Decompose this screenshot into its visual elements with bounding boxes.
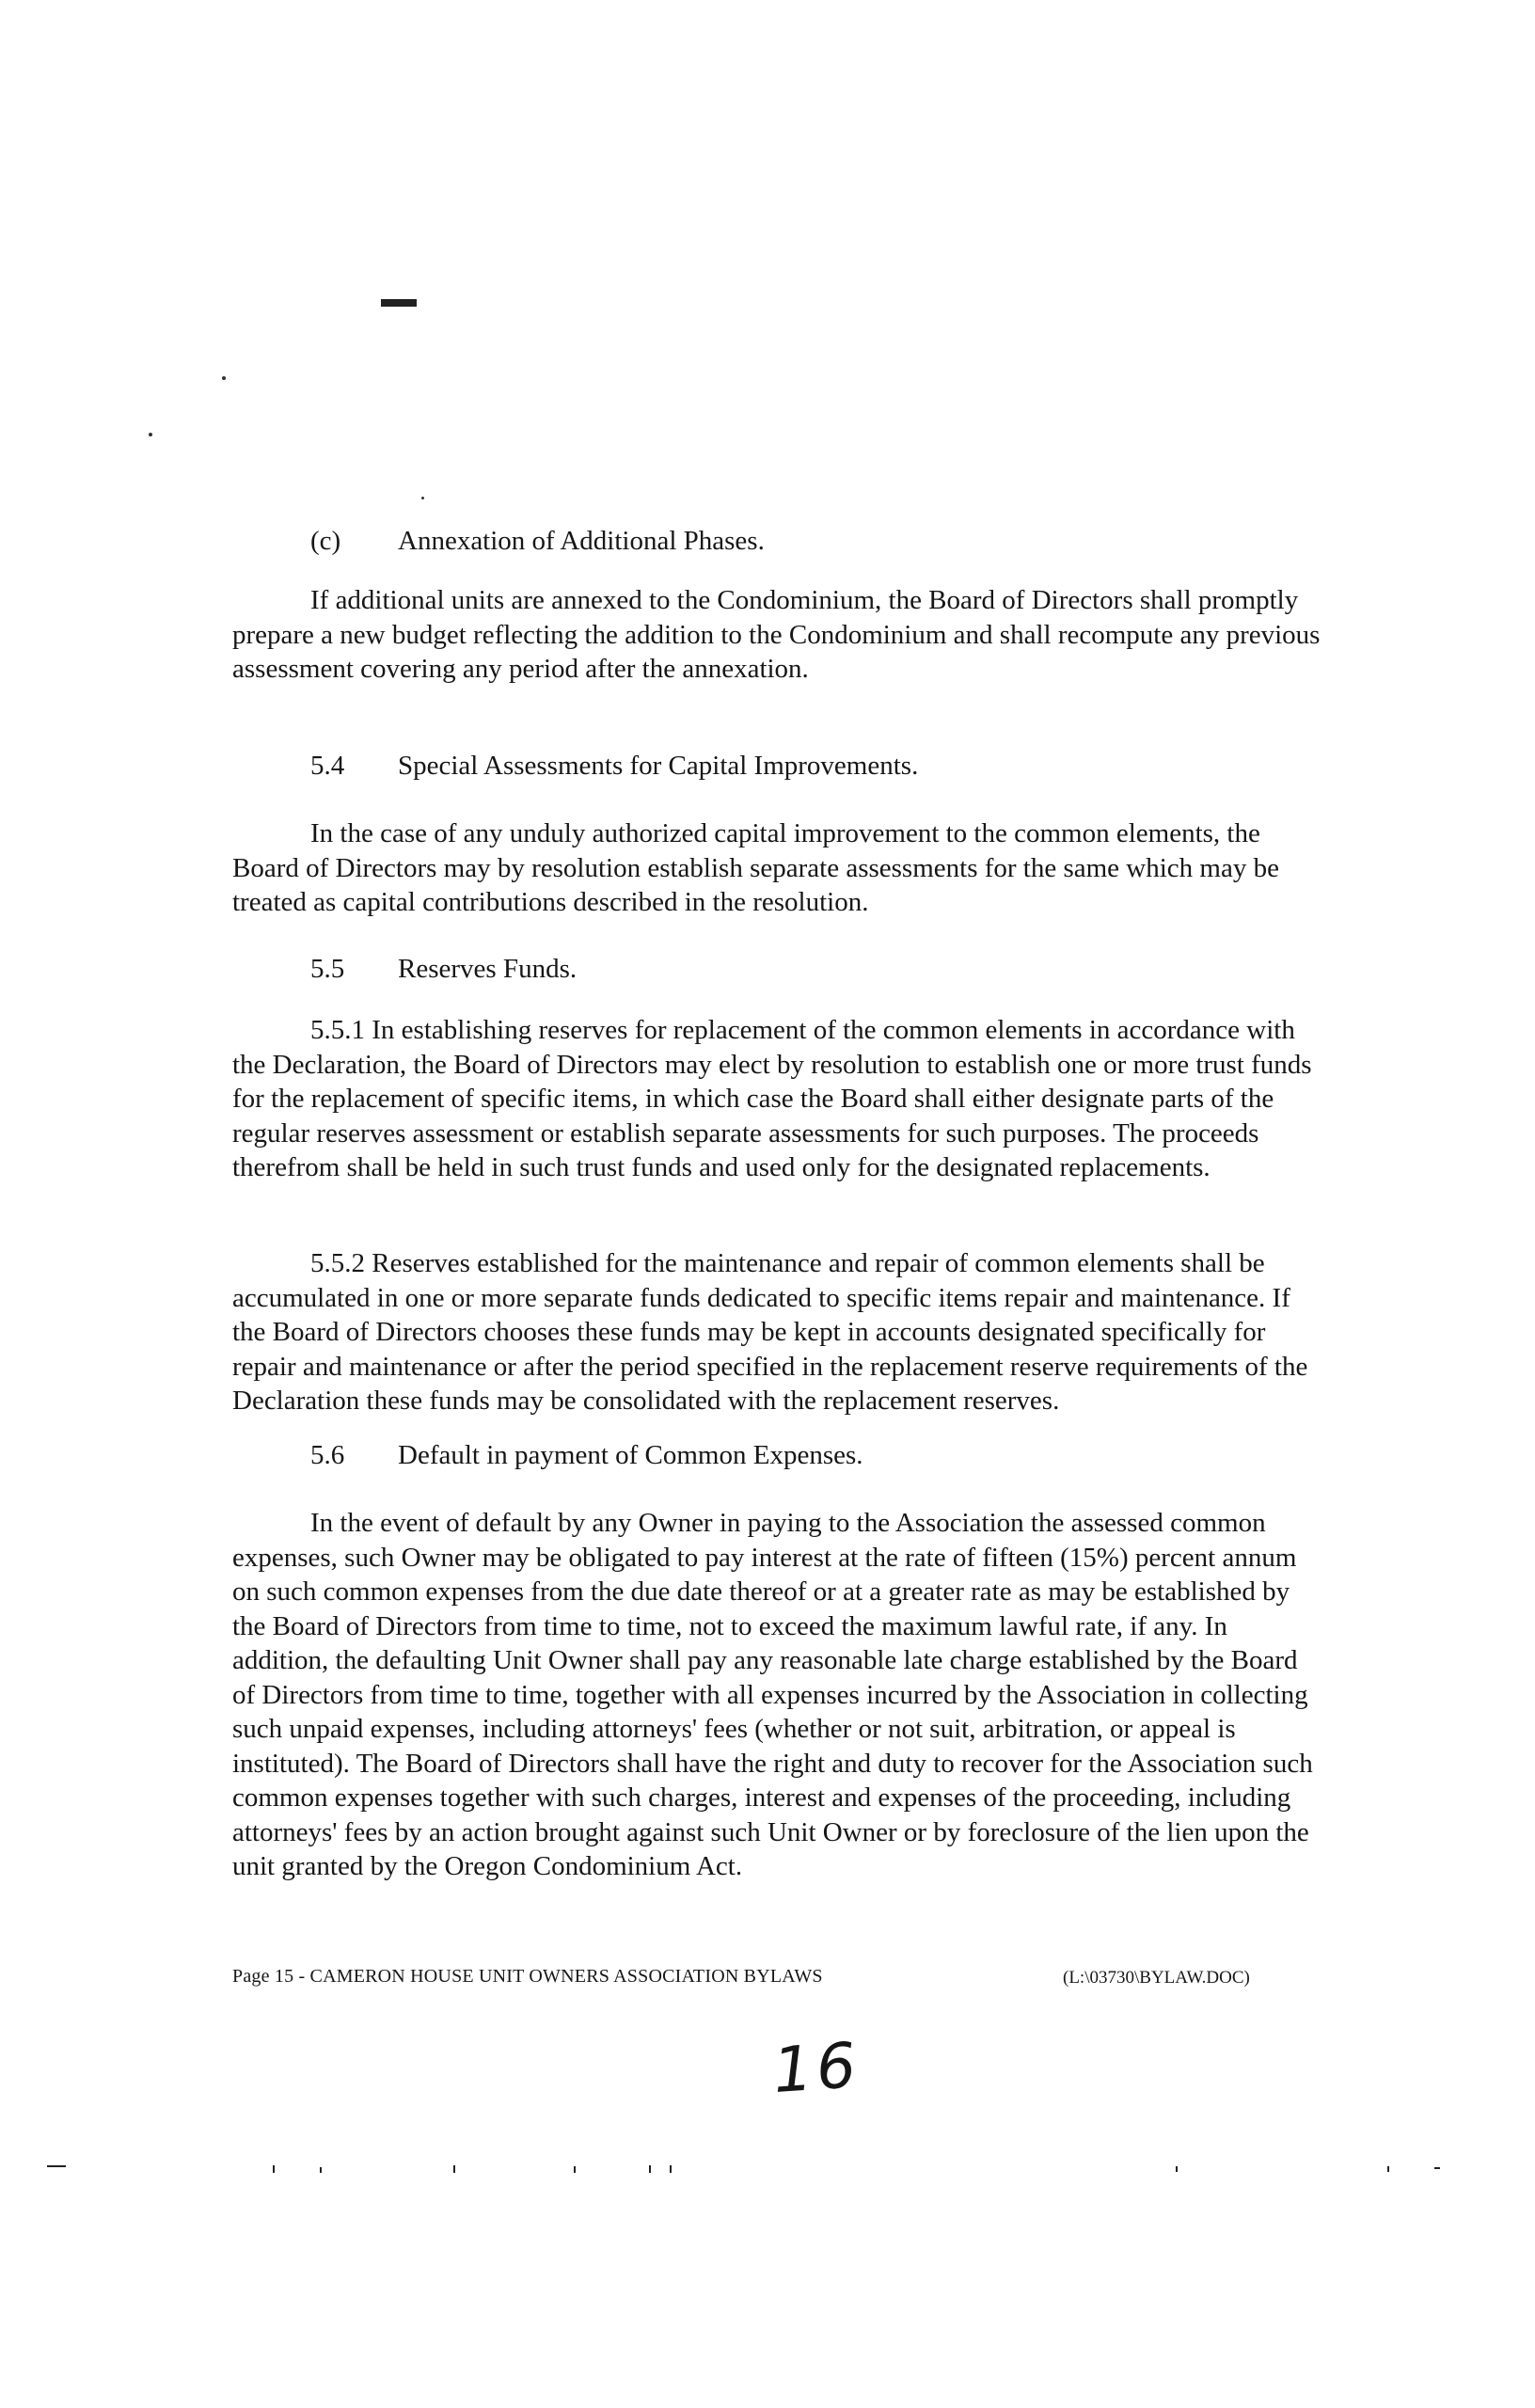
section-number: (c) — [310, 526, 341, 556]
section-title: Annexation of Additional Phases. — [398, 526, 765, 556]
scan-artifact — [1434, 2167, 1440, 2169]
scan-artifact — [574, 2166, 576, 2173]
section-number: 5.4 — [310, 751, 345, 781]
section-5-5-1-body — [232, 1013, 1323, 1185]
paragraph: If additional units are annexed to the Condominium, the Board of Directors shall promptly prepare a new budget reflecting the addition to the Condominium and shall recompute any previous assessment covering any period after the annexation. — [232, 585, 1321, 684]
section-c-heading — [310, 524, 969, 558]
scan-artifact — [453, 2165, 455, 2173]
scan-artifact — [1176, 2166, 1178, 2172]
section-5-5-heading — [310, 952, 875, 986]
scan-artifact — [47, 2165, 66, 2167]
page-footer-filename: (L:\03730\BYLAW.DOC) — [1063, 1968, 1250, 1988]
handwritten-page-number: 16 — [770, 2028, 862, 2108]
paragraph: 5.5.1 In establishing reserves for replacement of the common elements in accordance with the Declaration, the Board of Directors may elect by resolution to establish one or more trust funds for the replacement of specific items, in which case the Board shall either designate parts of the regular reserves assessment or establish separate assessments for such purposes. The proceeds therefrom shall be held in such trust funds and used only for the designated replacements. — [232, 1015, 1312, 1182]
paragraph: In the case of any unduly authorized capital improvement to the common elements, the Board of Directors may by resolution establish separate assessments for the same which may be treated as capital contributions described in the resolution. — [232, 818, 1279, 917]
page-footer-title: Page 15 - CAMERON HOUSE UNIT OWNERS ASSOCIATION BYLAWS — [232, 1966, 823, 1987]
section-title: Special Assessments for Capital Improvements. — [398, 751, 919, 781]
scan-speck — [222, 376, 226, 380]
section-5-6-body — [232, 1506, 1323, 1884]
scan-artifact — [649, 2165, 651, 2173]
section-number: 5.6 — [310, 1440, 345, 1470]
scan-artifact — [381, 299, 417, 307]
section-c-body — [232, 583, 1323, 687]
section-title: Reserves Funds. — [398, 954, 578, 984]
section-5-4-body — [232, 816, 1323, 920]
paragraph: In the event of default by any Owner in paying to the Association the assessed common expenses, such Owner may be obligated to pay interest at the rate of fifteen (15%) percent annum on such common expenses from the due date thereof or at a greater rate as may be established by the Board of Directors from time to time, not to exceed the maximum lawful rate, if any. In addition, the defaulting Unit Owner shall pay any reasonable late charge established by the Board of Directors from time to time, together with all expenses incurred by the Association in collecting such unpaid expenses, including attorneys' fees (whether or not suit, arbitration, or appeal is instituted). The Board of Directors shall have the right and duty to recover for the Association such common expenses together with such charges, interest and expenses of the proceeding, including attorneys' fees by an action brought against such Unit Owner or by foreclosure of the lien upon the unit granted by the Oregon Condominium Act. — [232, 1508, 1313, 1881]
section-number: 5.5 — [310, 954, 345, 984]
section-5-4-heading — [310, 749, 1157, 783]
scan-artifact — [320, 2167, 322, 2173]
scan-speck — [149, 433, 152, 436]
paragraph: 5.5.2 Reserves established for the maintenance and repair of common elements shall be accumulated in one or more separate funds dedicated to specific items repair and maintenance. If the Board of Directors chooses these funds may be kept in accounts designated specifically for repair and maintenance or after the period specified in the replacement reserve requirements of the Declaration these funds may be consolidated with the replacement reserves. — [232, 1248, 1308, 1416]
scan-artifact — [670, 2165, 672, 2173]
scan-artifact — [1387, 2166, 1389, 2172]
section-5-6-heading — [310, 1438, 1157, 1472]
section-5-5-2-body — [232, 1246, 1323, 1418]
scan-artifact — [273, 2165, 275, 2173]
scan-speck — [421, 497, 424, 499]
section-title: Default in payment of Common Expenses. — [398, 1440, 863, 1470]
